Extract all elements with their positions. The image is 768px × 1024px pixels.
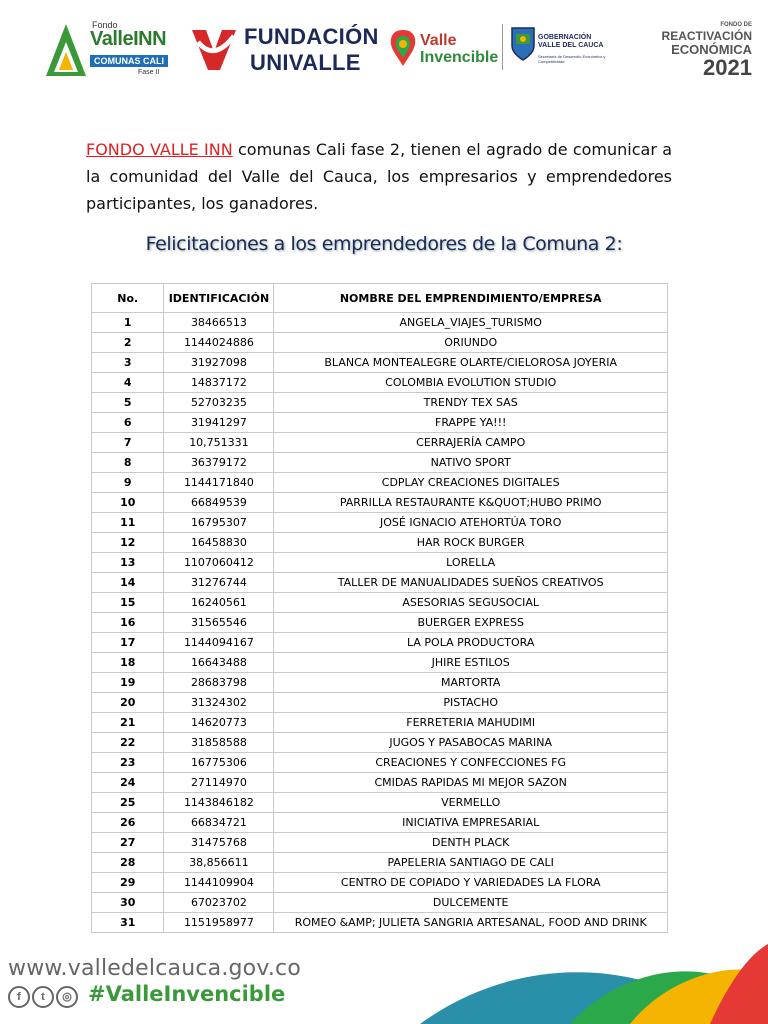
cell-identificacion: 16458830 bbox=[164, 533, 274, 553]
reactivacion-year: 2021 bbox=[703, 55, 752, 80]
table-row bbox=[92, 513, 668, 533]
table-row bbox=[92, 753, 668, 773]
cell-identificacion: 31927098 bbox=[164, 353, 274, 373]
cell-no: 25 bbox=[92, 793, 164, 813]
cell-identificacion: 1144094167 bbox=[164, 633, 274, 653]
cell-identificacion: 36379172 bbox=[164, 453, 274, 473]
cell-identificacion: 66834721 bbox=[164, 813, 274, 833]
cell-nombre: PARRILLA RESTAURANTE K&QUOT;HUBO PRIMO bbox=[274, 493, 668, 513]
cell-no: 24 bbox=[92, 773, 164, 793]
univalle-emblem-icon bbox=[188, 22, 240, 74]
cell-no: 14 bbox=[92, 573, 164, 593]
invencible-line1: Valle bbox=[420, 32, 457, 49]
cell-no: 10 bbox=[92, 493, 164, 513]
header-identificacion: IDENTIFICACIÓN bbox=[164, 284, 274, 313]
cell-no: 8 bbox=[92, 453, 164, 473]
cell-nombre: PAPELERIA SANTIAGO DE CALI bbox=[274, 853, 668, 873]
cell-identificacion: 27114970 bbox=[164, 773, 274, 793]
table-row bbox=[92, 893, 668, 913]
cell-no: 11 bbox=[92, 513, 164, 533]
cell-no: 7 bbox=[92, 433, 164, 453]
table-row bbox=[92, 473, 668, 493]
logo-divider bbox=[502, 24, 503, 70]
cell-nombre: FRAPPE YA!!! bbox=[274, 413, 668, 433]
table-body bbox=[92, 313, 668, 933]
cell-identificacion: 52703235 bbox=[164, 393, 274, 413]
cell-no: 31 bbox=[92, 913, 164, 933]
instagram-icon[interactable]: ◎ bbox=[56, 986, 78, 1008]
cell-identificacion: 31858588 bbox=[164, 733, 274, 753]
cell-identificacion: 16795307 bbox=[164, 513, 274, 533]
cell-no: 3 bbox=[92, 353, 164, 373]
cell-nombre: INICIATIVA EMPRESARIAL bbox=[274, 813, 668, 833]
table-row bbox=[92, 693, 668, 713]
cell-identificacion: 31941297 bbox=[164, 413, 274, 433]
table-row bbox=[92, 813, 668, 833]
table-row bbox=[92, 453, 668, 473]
reactivacion-line1: FONDO DE bbox=[720, 22, 752, 28]
cell-nombre: CREACIONES Y CONFECCIONES FG bbox=[274, 753, 668, 773]
cell-no: 28 bbox=[92, 853, 164, 873]
reactivacion-line3: ECONÓMICA bbox=[671, 42, 752, 57]
valleinn-small: Fondo bbox=[92, 20, 118, 30]
cell-nombre: JUGOS Y PASABOCAS MARINA bbox=[274, 733, 668, 753]
table-row bbox=[92, 393, 668, 413]
cell-nombre: BUERGER EXPRESS bbox=[274, 613, 668, 633]
table-row bbox=[92, 493, 668, 513]
cell-no: 22 bbox=[92, 733, 164, 753]
cell-nombre: VERMELLO bbox=[274, 793, 668, 813]
table-row bbox=[92, 533, 668, 553]
cell-identificacion: 10,751331 bbox=[164, 433, 274, 453]
table-row bbox=[92, 793, 668, 813]
table-row bbox=[92, 653, 668, 673]
gobernacion-logo bbox=[510, 26, 610, 74]
cell-identificacion: 1107060412 bbox=[164, 553, 274, 573]
table-row bbox=[92, 913, 668, 933]
twitter-icon[interactable]: t bbox=[32, 986, 54, 1008]
cell-identificacion: 31565546 bbox=[164, 613, 274, 633]
cell-identificacion: 1151958977 bbox=[164, 913, 274, 933]
social-icons bbox=[8, 986, 80, 1008]
cell-nombre: DENTH PLACK bbox=[274, 833, 668, 853]
cell-no: 5 bbox=[92, 393, 164, 413]
table-row bbox=[92, 313, 668, 333]
cell-no: 15 bbox=[92, 593, 164, 613]
table-row bbox=[92, 733, 668, 753]
cell-nombre: BLANCA MONTEALEGRE OLARTE/CIELOROSA JOYERIA bbox=[274, 353, 668, 373]
cell-identificacion: 16643488 bbox=[164, 653, 274, 673]
valleinn-logo bbox=[44, 18, 168, 82]
table-row bbox=[92, 413, 668, 433]
cell-no: 12 bbox=[92, 533, 164, 553]
gobernacion-line2: VALLE DEL CAUCA bbox=[538, 42, 604, 49]
cell-identificacion: 38,856611 bbox=[164, 853, 274, 873]
cell-no: 21 bbox=[92, 713, 164, 733]
cell-no: 2 bbox=[92, 333, 164, 353]
gobernacion-shield-icon bbox=[510, 26, 536, 62]
table-row bbox=[92, 673, 668, 693]
cell-nombre: TALLER DE MANUALIDADES SUEÑOS CREATIVOS bbox=[274, 573, 668, 593]
valleinn-fase: Fase II bbox=[138, 69, 160, 76]
cell-nombre: ANGELA_VIAJES_TURISMO bbox=[274, 313, 668, 333]
intro-text: comunas Cali fase 2, tienen el agrado de comunicar a la comunidad del Valle del Cauca, los empresarios y emprendedores participantes, los ganadores. bbox=[86, 140, 672, 213]
table-row bbox=[92, 833, 668, 853]
cell-no: 4 bbox=[92, 373, 164, 393]
cell-nombre: COLOMBIA EVOLUTION STUDIO bbox=[274, 373, 668, 393]
valle-invencible-logo bbox=[388, 26, 498, 76]
cell-no: 1 bbox=[92, 313, 164, 333]
cell-no: 20 bbox=[92, 693, 164, 713]
table-row bbox=[92, 773, 668, 793]
table-row bbox=[92, 573, 668, 593]
cell-no: 19 bbox=[92, 673, 164, 693]
fundacion-line2: UNIVALLE bbox=[250, 50, 361, 75]
table-row bbox=[92, 353, 668, 373]
cell-no: 6 bbox=[92, 413, 164, 433]
intro-highlight: FONDO VALLE INN bbox=[86, 140, 233, 159]
cell-nombre: CENTRO DE COPIADO Y VARIEDADES LA FLORA bbox=[274, 873, 668, 893]
winners-table bbox=[91, 283, 668, 933]
cell-no: 18 bbox=[92, 653, 164, 673]
cell-identificacion: 16775306 bbox=[164, 753, 274, 773]
table-row bbox=[92, 433, 668, 453]
cell-nombre: CMIDAS RAPIDAS MI MEJOR SAZON bbox=[274, 773, 668, 793]
cell-identificacion: 67023702 bbox=[164, 893, 274, 913]
cell-identificacion: 14620773 bbox=[164, 713, 274, 733]
cell-no: 13 bbox=[92, 553, 164, 573]
table-row bbox=[92, 333, 668, 353]
cell-no: 30 bbox=[92, 893, 164, 913]
table-row bbox=[92, 593, 668, 613]
gobernacion-sub: Secretaría de Desarrollo Económico y Competitividad bbox=[538, 54, 606, 64]
cell-nombre: TRENDY TEX SAS bbox=[274, 393, 668, 413]
cell-no: 9 bbox=[92, 473, 164, 493]
fundacion-line1: FUNDACIÓN bbox=[244, 24, 379, 49]
cell-identificacion: 31276744 bbox=[164, 573, 274, 593]
section-heading: Felicitaciones a los emprendedores de la Comuna 2: bbox=[145, 233, 623, 255]
invencible-mark-icon bbox=[388, 28, 418, 68]
reactivacion-line2: REACTIVACIÓN bbox=[661, 29, 752, 43]
cell-no: 29 bbox=[92, 873, 164, 893]
cell-identificacion: 16240561 bbox=[164, 593, 274, 613]
footer-hashtag[interactable]: #ValleInvencible bbox=[88, 982, 286, 1006]
facebook-icon[interactable]: f bbox=[8, 986, 30, 1008]
table-row bbox=[92, 713, 668, 733]
footer-url[interactable]: www.valledelcauca.gov.co bbox=[8, 956, 302, 981]
cell-nombre: HAR ROCK BURGER bbox=[274, 533, 668, 553]
cell-identificacion: 66849539 bbox=[164, 493, 274, 513]
cell-nombre: JHIRE ESTILOS bbox=[274, 653, 668, 673]
cell-nombre: JOSÉ IGNACIO ATEHORTÚA TORO bbox=[274, 513, 668, 533]
table-row bbox=[92, 853, 668, 873]
cell-identificacion: 38466513 bbox=[164, 313, 274, 333]
cell-identificacion: 14837172 bbox=[164, 373, 274, 393]
gobernacion-line1: GOBERNACIÓN bbox=[538, 34, 592, 41]
cell-identificacion: 1143846182 bbox=[164, 793, 274, 813]
cell-nombre: MARTORTA bbox=[274, 673, 668, 693]
cell-identificacion: 1144024886 bbox=[164, 333, 274, 353]
table-header-row bbox=[92, 284, 668, 313]
cell-nombre: LORELLA bbox=[274, 553, 668, 573]
table-row bbox=[92, 613, 668, 633]
cell-no: 27 bbox=[92, 833, 164, 853]
valleinn-triangle-icon bbox=[44, 22, 88, 78]
cell-no: 23 bbox=[92, 753, 164, 773]
cell-nombre: ROMEO &AMP; JULIETA SANGRIA ARTESANAL, FOOD AND DRINK bbox=[274, 913, 668, 933]
cell-nombre: PISTACHO bbox=[274, 693, 668, 713]
cell-no: 17 bbox=[92, 633, 164, 653]
cell-identificacion: 1144171840 bbox=[164, 473, 274, 493]
header-no: No. bbox=[92, 284, 164, 313]
cell-nombre: FERRETERIA MAHUDIMI bbox=[274, 713, 668, 733]
cell-nombre: ASESORIAS SEGUSOCIAL bbox=[274, 593, 668, 613]
fundacion-univalle-logo bbox=[188, 22, 379, 78]
footer-waves-graphic bbox=[420, 940, 768, 1024]
table-row bbox=[92, 633, 668, 653]
valleinn-bar: COMUNAS CALI bbox=[90, 55, 168, 67]
cell-identificacion: 31324302 bbox=[164, 693, 274, 713]
header-nombre: NOMBRE DEL EMPRENDIMIENTO/EMPRESA bbox=[274, 284, 668, 313]
table-row bbox=[92, 553, 668, 573]
cell-identificacion: 1144109904 bbox=[164, 873, 274, 893]
valleinn-name: ValleINN bbox=[90, 28, 167, 50]
reactivacion-logo bbox=[632, 22, 752, 82]
cell-nombre: DULCEMENTE bbox=[274, 893, 668, 913]
intro-paragraph bbox=[86, 136, 672, 217]
cell-identificacion: 31475768 bbox=[164, 833, 274, 853]
invencible-line2: Invencible bbox=[420, 49, 499, 66]
table-row bbox=[92, 873, 668, 893]
cell-nombre: CDPLAY CREACIONES DIGITALES bbox=[274, 473, 668, 493]
cell-nombre: CERRAJERÍA CAMPO bbox=[274, 433, 668, 453]
cell-identificacion: 28683798 bbox=[164, 673, 274, 693]
cell-no: 26 bbox=[92, 813, 164, 833]
header-logos bbox=[0, 12, 768, 84]
cell-no: 16 bbox=[92, 613, 164, 633]
table-row bbox=[92, 373, 668, 393]
cell-nombre: LA POLA PRODUCTORA bbox=[274, 633, 668, 653]
cell-nombre: ORIUNDO bbox=[274, 333, 668, 353]
cell-nombre: NATIVO SPORT bbox=[274, 453, 668, 473]
